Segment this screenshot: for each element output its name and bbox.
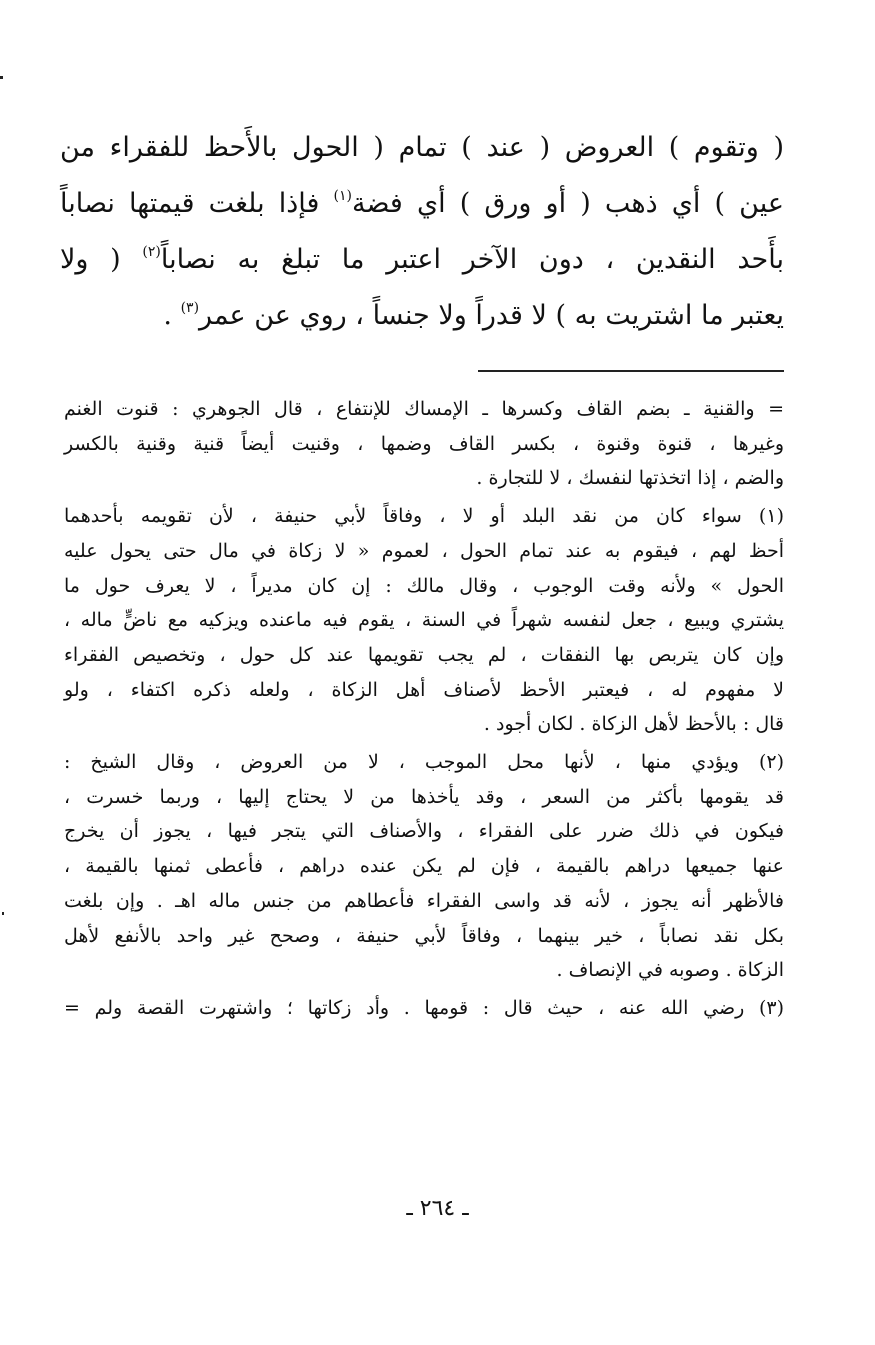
footnote-line: أحظ لهم ، فيقوم به عند تمام الحول ، لعموم « لا زكاة في مال حتى يحول عليه — [64, 539, 784, 562]
footnote-line: بكل نقد نصاباً ، خير بينهما ، وفاقاً لأبي حنيفة ، وصحح غير واحد بالأنفع لأهل — [64, 924, 784, 947]
footnote-continuation — [64, 392, 784, 496]
footnote-line: يشتري ويبيع ، جعل لنفسه شهراً في السنة ، يقوم فيه ماعنده ويزكيه مع ناضٍّ ماله ، — [64, 609, 784, 632]
footnote-1 — [64, 499, 784, 742]
footnote-line: (٣) رضي الله عنه ، حيث قال : قومها . وأد زكاتها ؛ واشتهرت القصة ولم = — [64, 996, 784, 1019]
footnote-line: والضم ، إذا اتخذتها لنفسك ، لا للتجارة . — [476, 467, 784, 490]
footnote-line: وإن كان يتربص بها النفقات ، لم يجب تقويمها عند كل حول ، وتخصيص الفقراء — [64, 643, 784, 666]
footnote-separator — [478, 370, 784, 372]
footnote-line: عنها جميعها دراهم بالقيمة ، فإن لم يكن عنده دراهم ، فأعطى ثمنها بالقيمة ، — [64, 855, 784, 878]
footnote-line: قد يقومها بأكثر من السعر ، وقد يأخذها من لا يحتاج إليها ، وربما خسرت ، — [64, 785, 784, 808]
footnote-ref-3[interactable]: (٣) — [180, 300, 200, 316]
footnote-line: الحول » ولأنه وقت الوجوب ، وقال مالك : إن كان مديراً ، لا يعرف حول ما — [64, 574, 784, 597]
footnote-line: قال : بالأحظ لأهل الزكاة . لكان أجود . — [483, 713, 784, 736]
footnote-line: (١) سواء كان من نقد البلد أو لا ، وفاقاً لأبي حنيفة ، لأن تقويمه بأحدهما — [64, 505, 784, 528]
main-line-2: عين ) أي ذهب ( أو ورق ) أي فضة$^{(١)}$ فإذا بلغت قيمتها نصاباً — [60, 188, 784, 219]
main-line-1: ( وتقوم ) العروض ( عند ) تمام ( الحول بالأَحظ للفقراء من — [60, 132, 784, 163]
main-text — [60, 120, 784, 344]
footnote-ref-1[interactable]: (١) — [333, 188, 353, 204]
footnote-line: فيكون في ذلك ضرر على الفقراء ، والأصناف التي يتجر فيها ، يجوز أن يخرج — [64, 820, 784, 843]
footnotes — [64, 392, 784, 1029]
scan-speck — [2, 912, 4, 915]
footnote-line: لا مفهوم له ، فيعتبر الأحظ لأصناف أهل الزكاة ، ولعله ذكره اكتفاء ، ولو — [64, 678, 784, 701]
scan-speck — [0, 76, 3, 79]
footnote-2 — [64, 745, 784, 988]
main-line-4: يعتبر ما اشتريت به ) لا قدراً ولا جنساً ، روي عن عمر$^{(٣)}$ . — [163, 300, 784, 331]
footnote-line: وغيرها ، قنوة وقنوة ، بكسر القاف وضمها ، وقنيت أيضاً قنية وقنية بالكسر — [64, 432, 784, 455]
footnote-line: (٢) ويؤدي منها ، لأنها محل الموجب ، لا من العروض ، وقال الشيخ : — [64, 751, 784, 774]
footnote-3 — [64, 991, 784, 1026]
footnote-ref-2[interactable]: (٢) — [142, 244, 161, 260]
page-number: ـ ٢٦٤ ـ — [406, 1196, 469, 1221]
footnote-line: فالأظهر أنه يجوز ، لأنه قد واسى الفقراء فأعطاهم من جنس ماله اهـ . وإن بلغت — [64, 889, 784, 912]
footnote-line: الزكاة . وصوبه في الإنصاف . — [556, 959, 784, 982]
main-line-3: بأَحد النقدين ، دون الآخر اعتبر ما تبلغ به نصاباً$^{(٢)}$ ( ولا — [60, 244, 784, 275]
footnote-line: = والقنية ـ بضم القاف وكسرها ـ الإمساك للإنتفاع ، قال الجوهري : قنوت الغنم — [64, 398, 784, 420]
